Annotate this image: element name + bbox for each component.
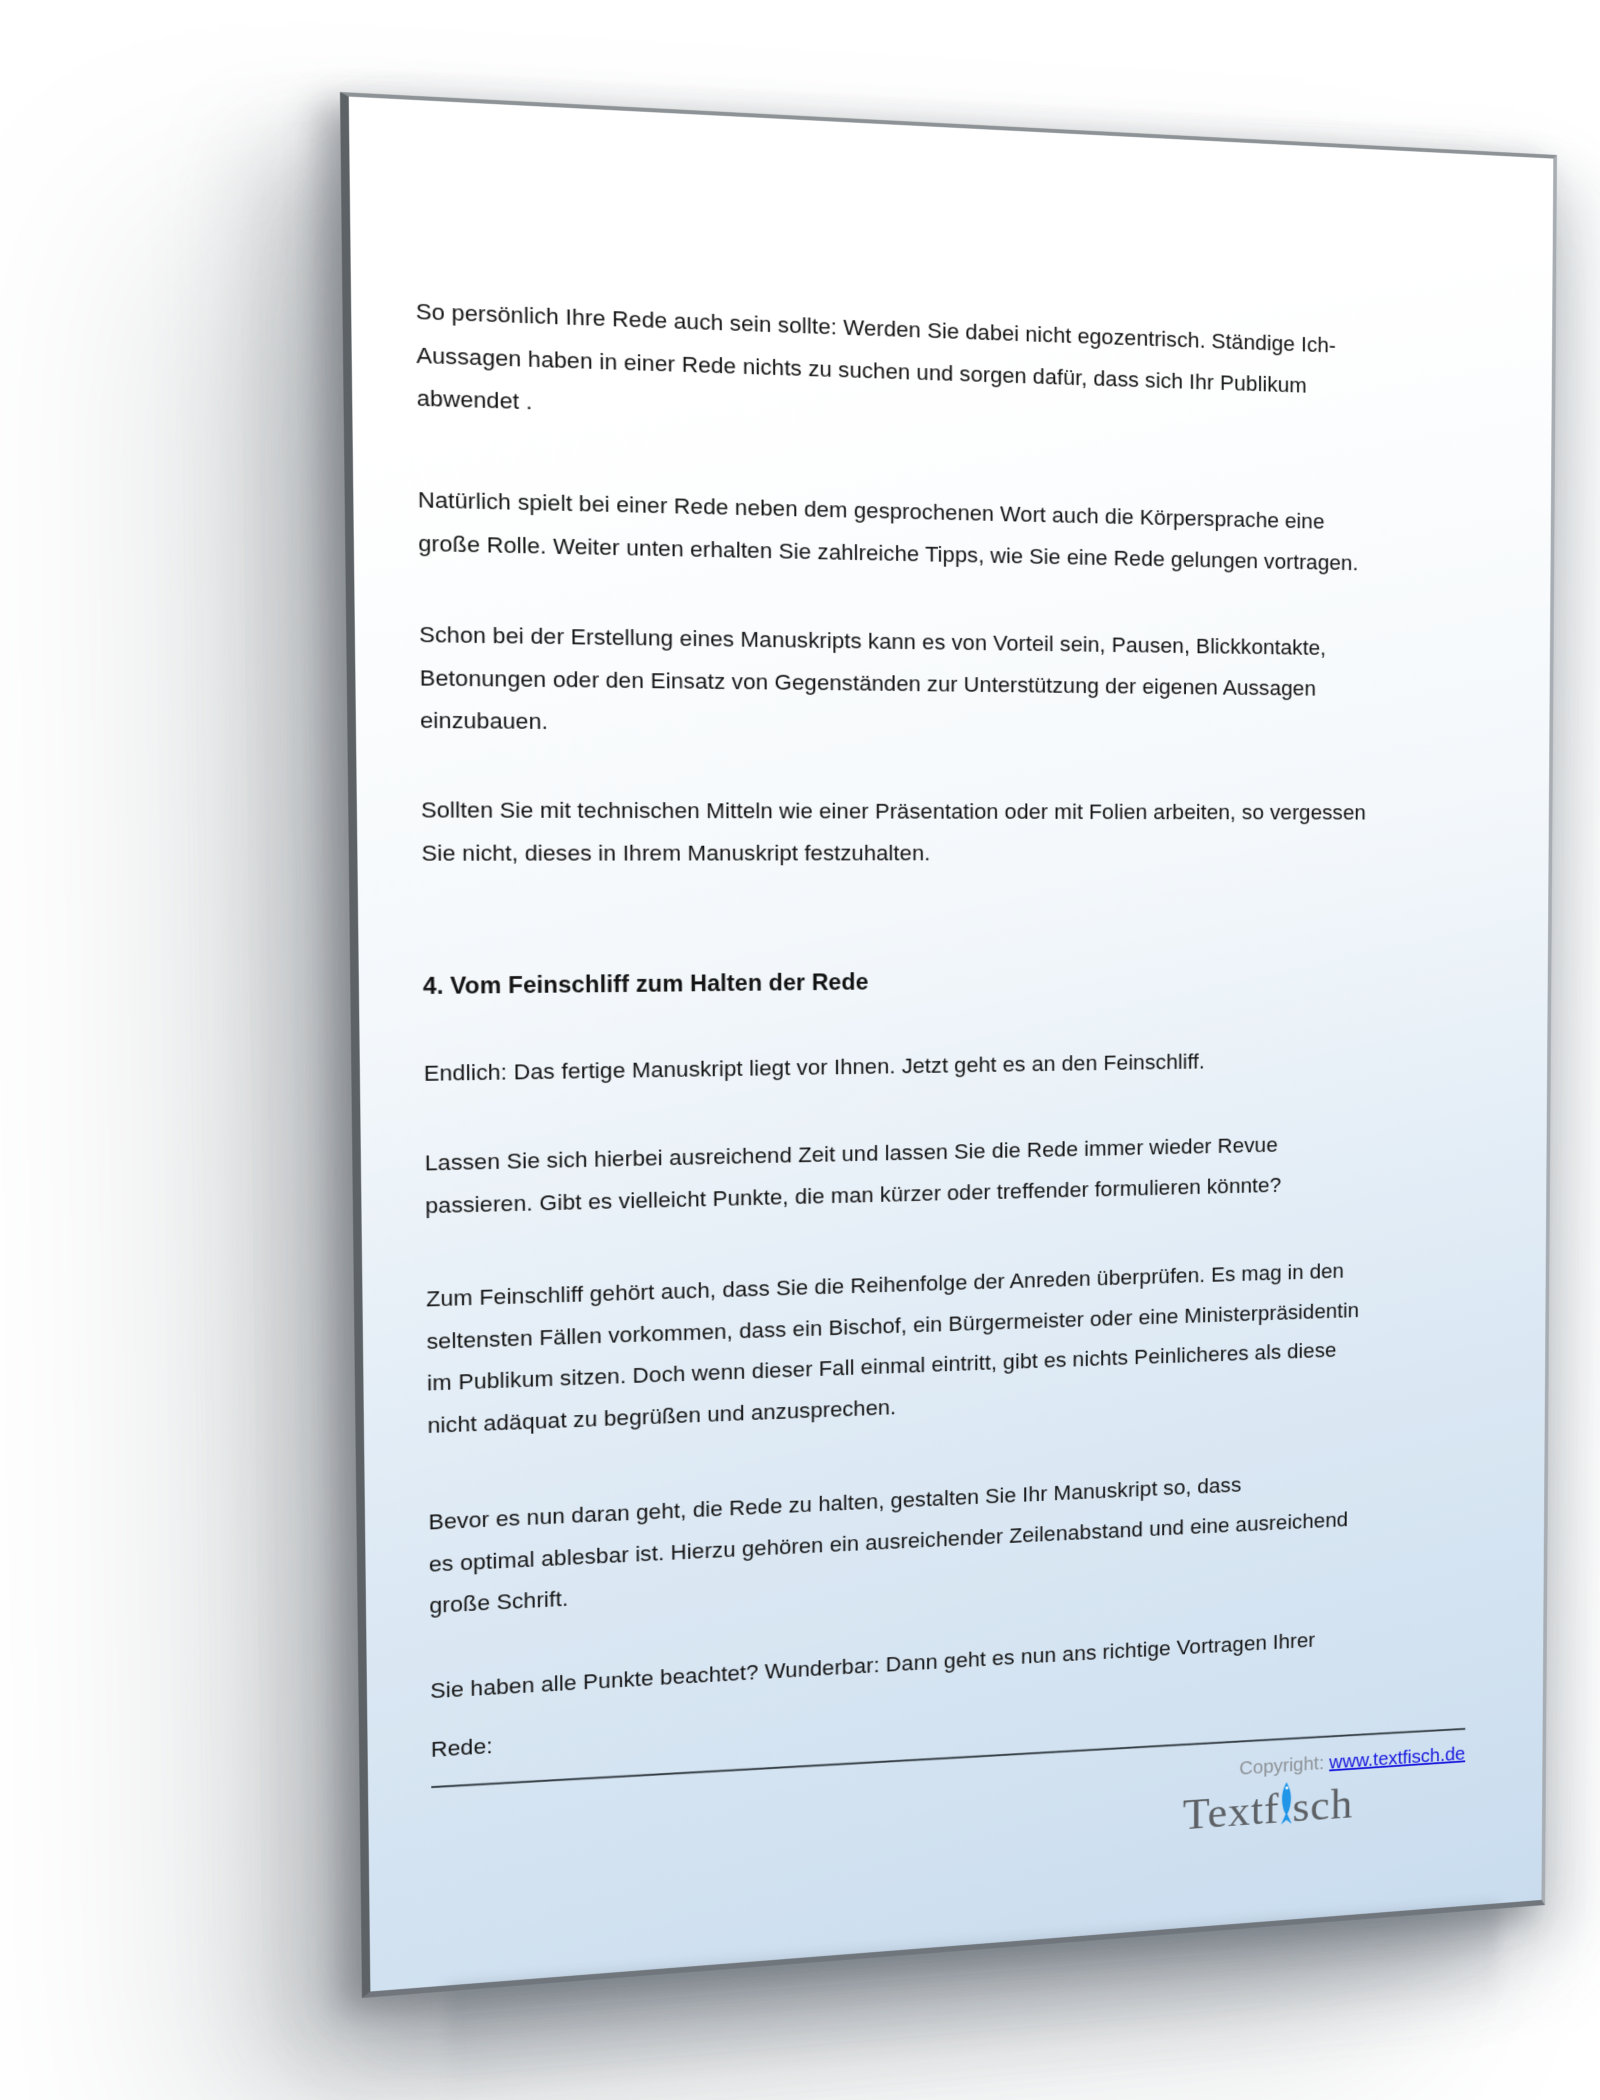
paragraph: Endlich: Das fertige Manuskript liegt vor Ihnen. Jetzt geht es an den Feinschliff.: [423, 1049, 1205, 1086]
copyright-label: Copyright:: [1239, 1753, 1330, 1780]
textfisch-link[interactable]: www.textfisch.de: [1329, 1744, 1466, 1774]
paragraph: Lassen Sie sich hierbei ausreichend Zeit und lassen Sie die Rede immer wieder Revue passieren. Gibt es vielleicht Punkte, die man kürzer oder treffender formulieren könnte?: [424, 1132, 1282, 1218]
paragraph: Zum Feinschliff gehört auch, dass Sie die Reihenfolge der Anreden überprüfen. Es mag in den seltensten Fällen vorkommen, dass ein Bischof, ein Bürgermeister oder eine Ministerpräsidentin im Publikum sitzen. Doch wenn dieser Fall einmal eintritt, gibt es nichts Peinlicheres als diese nicht adäquat zu begrüßen und anzusprechen.: [426, 1259, 1360, 1438]
logo-text-suffix: sch: [1292, 1779, 1354, 1832]
paragraph: Rede:: [430, 1733, 493, 1762]
logo-text-prefix: Textf: [1182, 1784, 1280, 1840]
paragraph: So persönlich Ihre Rede auch sein sollte: Werden Sie dabei nicht egozentrisch. Ständige Ich- Aussagen haben in einer Rede nichts zu suchen und sorgen dafür, dass sich Ihr Publikum abwendet .: [415, 298, 1337, 415]
paragraph: Sie haben alle Punkte beachtet? Wunderbar: Dann geht es nun ans richtige Vortragen Ihrer: [430, 1628, 1316, 1704]
paragraph: Bevor es nun daran geht, die Rede zu halten, gestalten Sie Ihr Manuskript so, dass es optimal ablesbar ist. Hierzu gehören ein ausreichender Zeilenabstand und eine ausreichend große Schrift.: [428, 1472, 1349, 1618]
paragraph: Schon bei der Erstellung eines Manuskripts kann es von Vorteil sein, Pausen, Blickkontakte, Betonungen oder den Einsatz von Gegenständen zur Unterstützung der eigenen Aussagen einzubauen.: [419, 621, 1327, 734]
paragraph: Sollten Sie mit technischen Mitteln wie einer Präsentation oder mit Folien arbeiten, so vergessen Sie nicht, dieses in Ihrem Manuskript festzuhalten.: [420, 797, 1366, 866]
textfisch-logo: [1183, 1776, 1353, 1839]
paragraph: Natürlich spielt bei einer Rede neben dem gesprochenen Wort auch die Körpersprache eine große Rolle. Weiter unten erhalten Sie zahlreiche Tipps, wie Sie eine Rede gelungen vortragen.: [417, 487, 1359, 575]
section-heading: 4. Vom Feinschliff zum Halten der Rede: [422, 969, 869, 999]
document-page: [340, 92, 1557, 1998]
